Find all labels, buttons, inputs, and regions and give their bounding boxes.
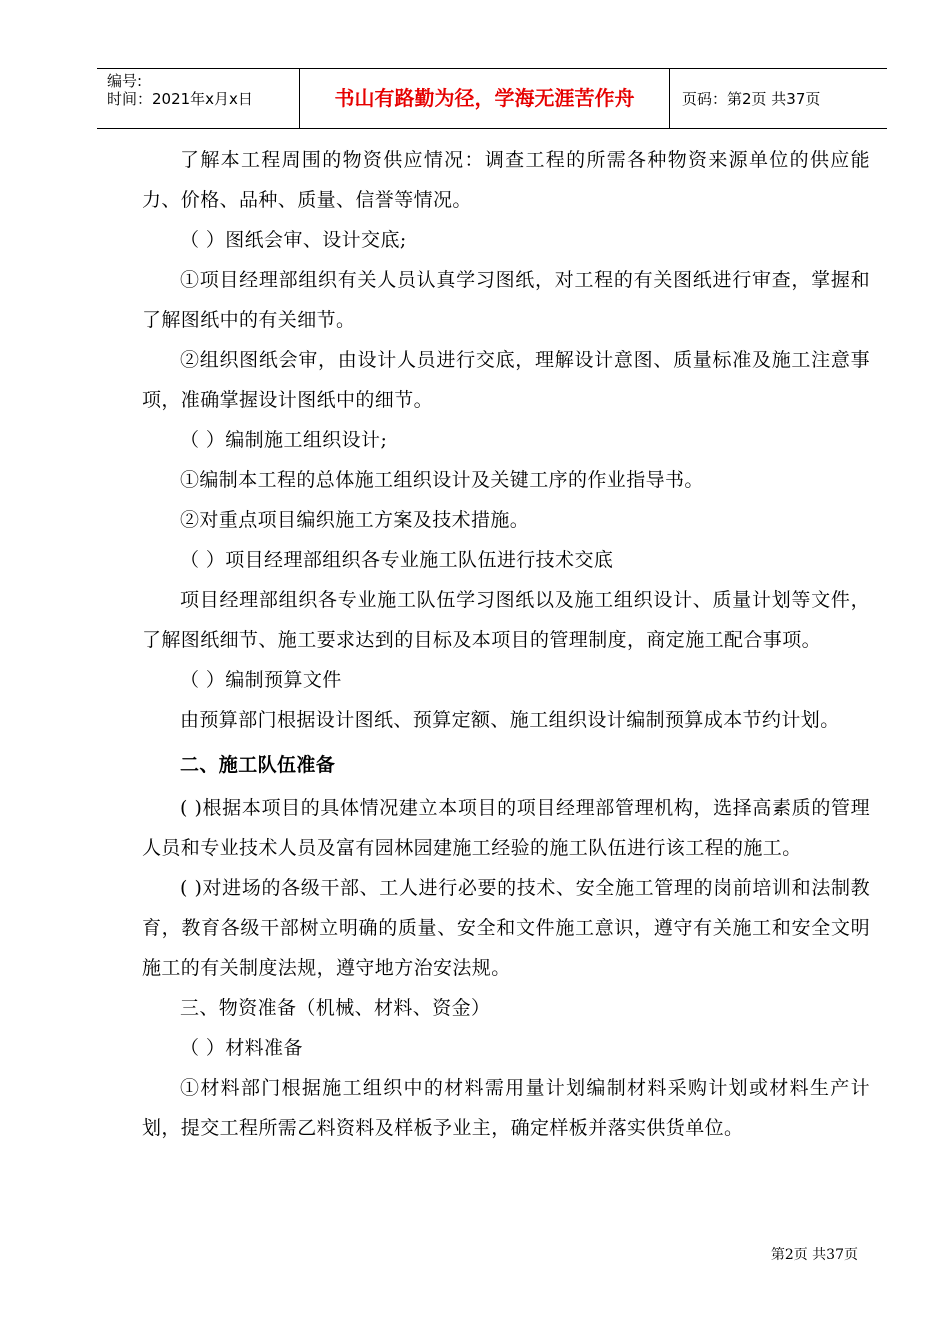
body-paragraph: （ ）材料准备 <box>180 1037 303 1059</box>
body-paragraph: （ ）图纸会审、设计交底; <box>180 229 407 251</box>
header-page-cell <box>670 69 887 128</box>
body-paragraph: ②组织图纸会审，由设计人员进行交底，理解设计意图、质量标准及施工注意事项，准确掌握设计图纸中的细节。 <box>142 349 870 411</box>
page-header <box>97 68 887 129</box>
body-paragraph: （ ）编制施工组织设计; <box>180 429 388 451</box>
body-paragraph: 了解本工程周围的物资供应情况：调查工程的所需各种物资来源单位的供应能力、价格、品种、质量、信誉等情况。 <box>142 149 870 211</box>
document-number-label: 编号: <box>107 72 143 90</box>
body-paragraph: ( )对进场的各级干部、工人进行必要的技术、安全施工管理的岗前培训和法制教育，教育各级干部树立明确的质量、安全和文件施工意识，遵守有关施工和安全文明施工的有关制度法规，遵守地方治安法规。 <box>142 877 870 979</box>
body-paragraph: ( )根据本项目的具体情况建立本项目的项目经理部管理机构，选择高素质的管理人员和专业技术人员及富有园林园建施工经验的施工队伍进行该工程的施工。 <box>142 797 870 859</box>
body-paragraph: 项目经理部组织各专业施工队伍学习图纸以及施工组织设计、质量计划等文件，了解图纸细节、施工要求达到的目标及本项目的管理制度，商定施工配合事项。 <box>142 589 870 651</box>
header-motto-cell <box>300 69 670 128</box>
section-heading: 二、施工队伍准备 <box>180 754 336 776</box>
body-paragraph: （ ）项目经理部组织各专业施工队伍进行技术交底 <box>180 549 614 571</box>
document-time-label: 时间：2021年x月x日 <box>107 90 253 108</box>
footer-page-number: 第2页 共37页 <box>770 1247 858 1263</box>
header-page-number: 页码：第2页 共37页 <box>682 90 821 108</box>
header-motto: 书山有路勤为径，学海无涯苦作舟 <box>334 86 635 110</box>
body-paragraph: 由预算部门根据设计图纸、预算定额、施工组织设计编制预算成本节约计划。 <box>180 709 840 731</box>
document-body <box>142 140 870 1148</box>
header-info-cell <box>97 69 300 128</box>
body-paragraph: ①编制本工程的总体施工组织设计及关键工序的作业指导书。 <box>180 469 704 491</box>
body-paragraph: ①材料部门根据施工组织中的材料需用量计划编制材料采购计划或材料生产计划，提交工程所需乙料资料及样板予业主，确定样板并落实供货单位。 <box>142 1077 870 1139</box>
body-paragraph: ②对重点项目编织施工方案及技术措施。 <box>180 509 530 531</box>
body-paragraph: （ ）编制预算文件 <box>180 669 342 691</box>
body-paragraph: ①项目经理部组织有关人员认真学习图纸，对工程的有关图纸进行审查，掌握和了解图纸中的有关细节。 <box>142 269 870 331</box>
body-paragraph: 三、物资准备（机械、材料、资金） <box>180 997 491 1019</box>
